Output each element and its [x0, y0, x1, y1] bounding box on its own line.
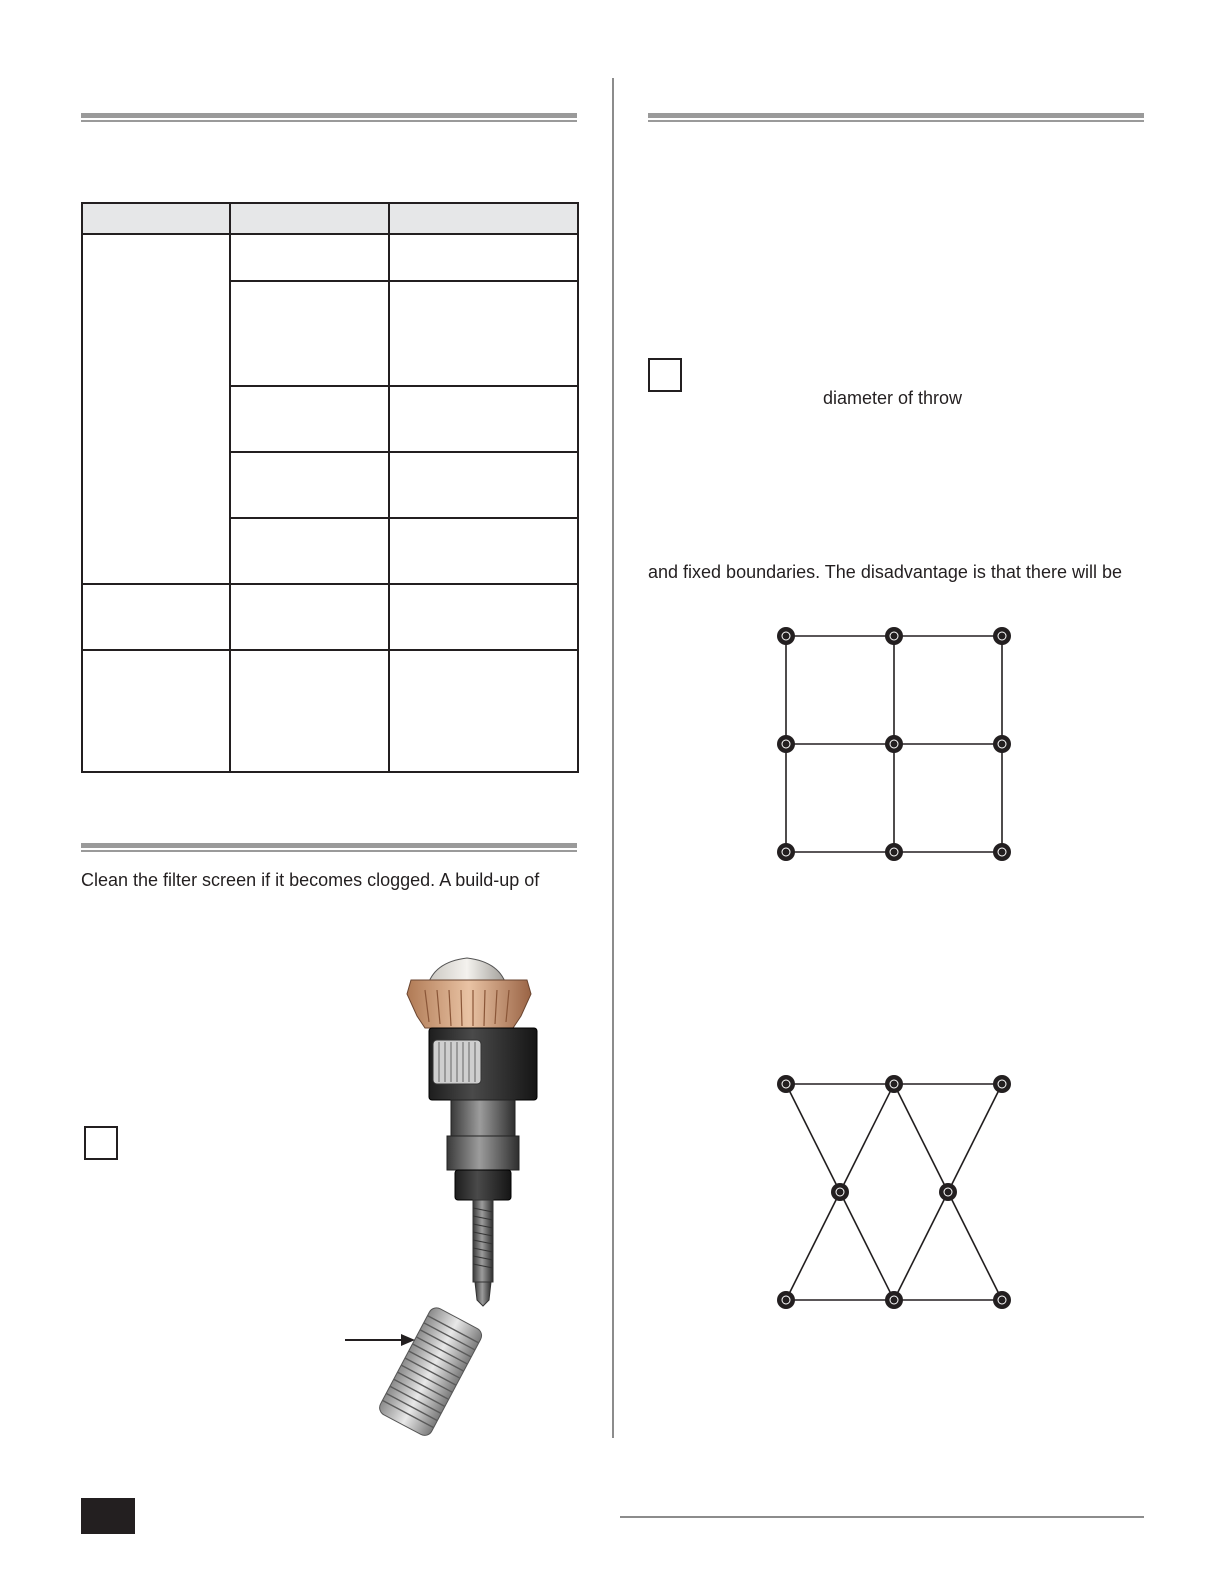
spacing-paragraph: and fixed boundaries. The disadvantage is that there will be — [648, 562, 1122, 582]
table-header-cell — [230, 203, 389, 234]
section-rule-left-top — [81, 113, 577, 123]
checkbox-icon[interactable] — [648, 358, 682, 392]
table-row — [82, 650, 578, 772]
filter-paragraph: Clean the filter screen if it becomes clogged. A build-up of — [81, 870, 540, 890]
table-cell — [230, 281, 389, 386]
table-cell — [230, 650, 389, 772]
troubleshooting-table — [81, 202, 579, 773]
sprinkler-head-icon — [777, 1075, 1011, 1309]
table-header-cell — [389, 203, 578, 234]
diameter-of-throw-label: diameter of throw — [823, 388, 963, 408]
table-cell — [389, 452, 578, 518]
table-cell — [230, 452, 389, 518]
page-number-tab — [81, 1498, 135, 1534]
sprinkler-nozzle-illustration — [345, 960, 585, 1460]
table-cell — [82, 584, 230, 650]
table-cell — [389, 584, 578, 650]
table-cell — [230, 584, 389, 650]
table-cell — [389, 386, 578, 452]
table-header-cell — [82, 203, 230, 234]
column-divider — [612, 78, 614, 1438]
table-header-row — [82, 203, 578, 234]
table-row — [82, 234, 578, 281]
section-rule-left-bottom — [81, 843, 577, 853]
arrow-right-icon — [345, 1334, 415, 1346]
filter-screen-icon — [377, 1305, 485, 1438]
table-cell — [82, 234, 230, 584]
footer-rule — [620, 1516, 1144, 1518]
section-rule-right-top — [648, 113, 1144, 123]
table-cell — [389, 234, 578, 281]
table-cell — [389, 650, 578, 772]
table-cell — [82, 650, 230, 772]
table-cell — [230, 518, 389, 584]
square-spacing-diagram — [770, 626, 1010, 858]
table-cell — [230, 234, 389, 281]
table-cell — [230, 386, 389, 452]
checkbox-icon[interactable] — [84, 1126, 118, 1160]
triangular-spacing-diagram — [770, 1074, 1010, 1306]
table-cell — [389, 518, 578, 584]
table-row — [82, 584, 578, 650]
table-cell — [389, 281, 578, 386]
